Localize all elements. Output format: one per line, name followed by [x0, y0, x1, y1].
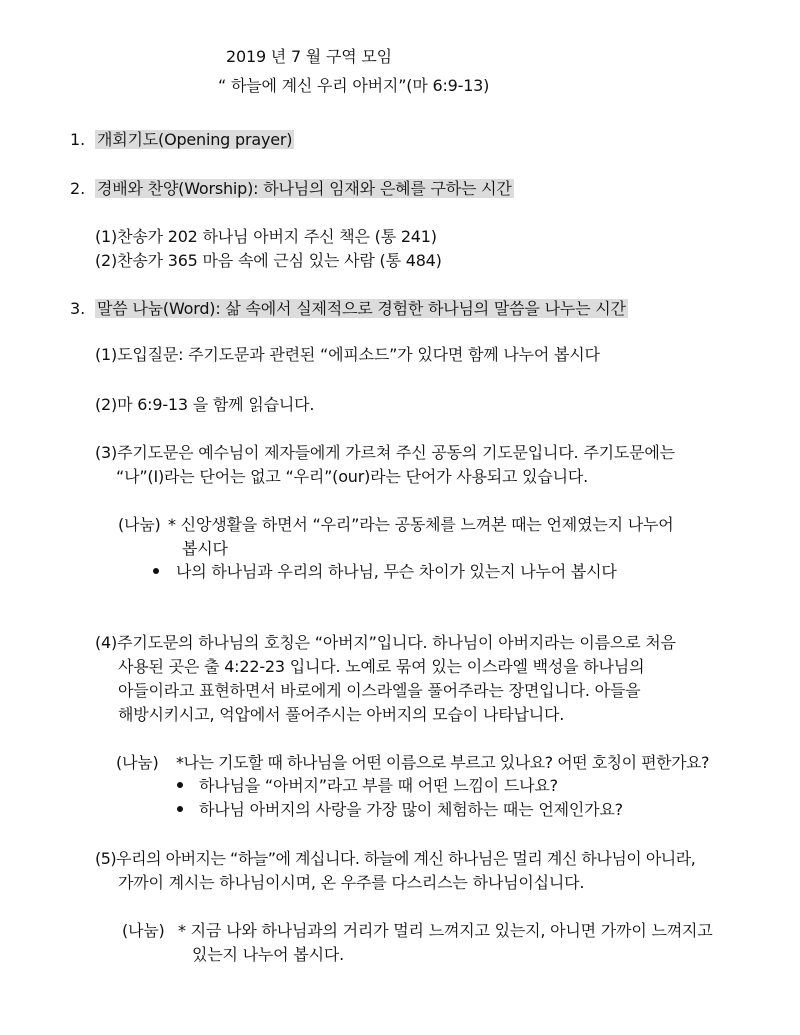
hymn-item-2: (2)찬송가 365 마음 속에 근심 있는 사람 (통 484) — [95, 251, 442, 270]
question-3-share-line-2: 봅시다 — [182, 539, 228, 558]
bullet-icon — [153, 568, 159, 574]
question-3-line-1: (3)주기도문은 예수님이 제자들에게 가르쳐 주신 공동의 기도문입니다. 주기도문에는 — [95, 443, 675, 462]
question-4-line-2: 사용된 곳은 출 4:22-23 입니다. 노예로 묶여 있는 이스라엘 백성을 하나님의 — [118, 657, 645, 676]
question-3-line-2: “나”(I)라는 단어는 없고 “우리”(our)라는 단어가 사용되고 있습니다. — [116, 467, 589, 486]
question-4-line-3: 아들이라고 표현하면서 바로에게 이스라엘을 풀어주라는 장면입니다. 아들을 — [118, 681, 641, 700]
section-3-number: 3. — [70, 299, 86, 318]
question-3-share-line-1: * 신앙생활을 하면서 “우리”라는 공동체를 느껴본 때는 언제였는지 나누어 — [168, 515, 674, 534]
section-2-number: 2. — [70, 179, 86, 198]
section-2-heading — [95, 176, 514, 202]
question-1: (1)도입질문: 주기도문과 관련된 “에피소드”가 있다면 함께 나누어 봅시다 — [95, 345, 600, 364]
bullet-icon — [177, 782, 183, 788]
question-2: (2)마 6:9-13 을 함께 읽습니다. — [95, 395, 315, 414]
question-4-share-line: *나는 기도할 때 하나님을 어떤 이름으로 부르고 있나요? 어떤 호칭이 편한가요? — [176, 753, 709, 772]
question-4-line-4: 해방시키시고, 억압에서 풀어주시는 아버지의 모습이 나타납니다. — [118, 705, 565, 724]
question-5-share-line-1: * 지금 나와 하나님과의 거리가 멀리 느껴지고 있는지, 아니면 가까이 느껴지고 — [178, 921, 713, 940]
section-2-heading-text: 경배와 찬양(Worship): 하나님의 임재와 은혜를 구하는 시간 — [97, 179, 512, 198]
section-1-heading-text: 개회기도(Opening prayer) — [97, 130, 293, 149]
section-1-number: 1. — [70, 130, 86, 149]
question-5-line-2: 가까이 계시는 하나님이시며, 온 우주를 다스리스는 하나님이십니다. — [118, 873, 585, 892]
section-3-heading-text: 말씀 나눔(Word): 삶 속에서 실제적으로 경험한 하나님의 말씀을 나누는 시간 — [97, 299, 626, 318]
hymn-item-1: (1)찬송가 202 하나님 아버지 주신 책은 (통 241) — [95, 227, 437, 246]
question-3-bullet-1: 나의 하나님과 우리의 하나님, 무슨 차이가 있는지 나누어 봅시다 — [176, 562, 617, 581]
question-5-line-1: (5)우리의 아버지는 “하늘”에 계십니다. 하늘에 계신 하나님은 멀리 계신 하나님이 아니라, — [95, 849, 696, 868]
question-4-bullet-2: 하나님 아버지의 사랑을 가장 많이 체험하는 때는 언제인가요? — [199, 800, 623, 819]
question-5-share-line-2: 있는지 나누어 봅시다. — [192, 945, 344, 964]
section-3-heading — [95, 296, 628, 322]
question-4-line-1: (4)주기도문의 하나님의 호칭은 “아버지”입니다. 하나님이 아버지라는 이름으로 처음 — [95, 633, 676, 652]
document-subtitle: “ 하늘에 계신 우리 아버지”(마 6:9-13) — [218, 76, 490, 95]
question-4-share-label: (나눔) — [116, 753, 159, 772]
document-title: 2019 년 7 월 구역 모임 — [226, 47, 392, 66]
question-5-share-label: (나눔) — [122, 921, 165, 940]
section-1-heading — [95, 127, 294, 153]
bullet-icon — [177, 806, 183, 812]
question-3-share-label: (나눔) — [118, 515, 161, 534]
question-4-bullet-1: 하나님을 “아버지”라고 부를 때 어떤 느낌이 드나요? — [199, 776, 558, 795]
